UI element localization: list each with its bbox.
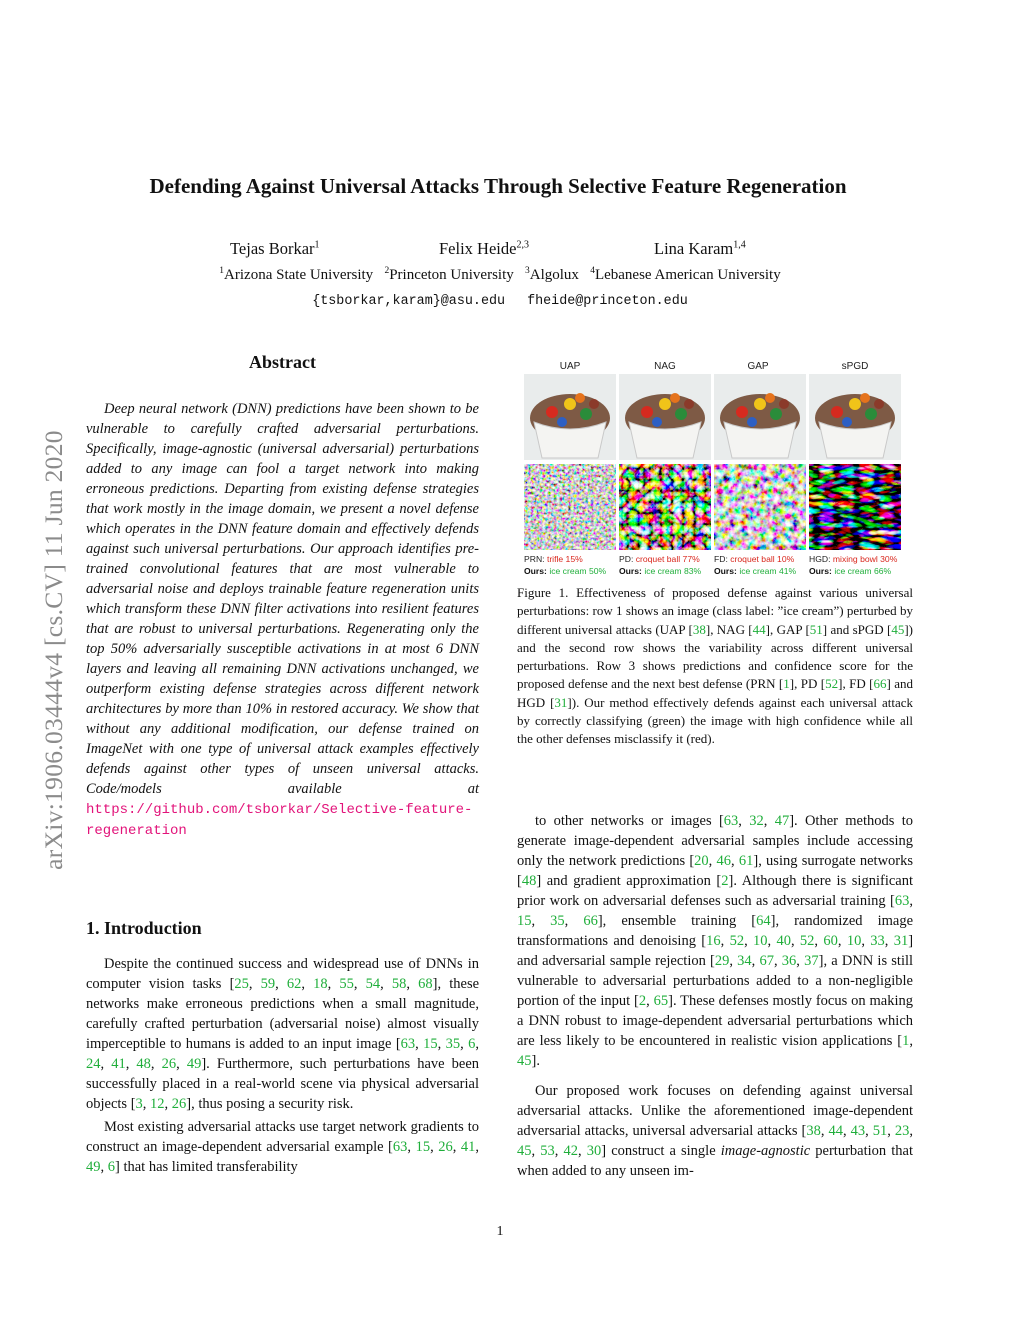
citation-link[interactable]: 31	[893, 933, 909, 949]
defense-method: PRN:	[524, 554, 545, 564]
ours-prediction	[524, 566, 607, 576]
citation-link[interactable]: 48	[136, 1056, 151, 1072]
abstract-heading: Abstract	[249, 352, 316, 372]
page-number: 1	[496, 1224, 504, 1239]
citation-link[interactable]: 53	[540, 1143, 555, 1159]
emails	[100, 292, 900, 309]
citation-link[interactable]: 44	[752, 621, 766, 637]
affil-mark: 1	[219, 266, 225, 276]
affil-name: Lebanese American University	[594, 267, 781, 283]
column-header-gap: GAP	[747, 361, 769, 372]
citation-link[interactable]: 35	[550, 913, 565, 929]
figure-1-graphic	[517, 358, 913, 580]
perturbation-gap	[714, 464, 806, 550]
citation-link[interactable]: 6	[107, 1159, 115, 1175]
citation-link[interactable]: 37	[804, 953, 819, 969]
ours-prediction	[714, 566, 797, 576]
citation-link[interactable]: 26	[171, 1096, 187, 1112]
citation-link[interactable]: 63	[894, 893, 910, 909]
citation-link[interactable]: 48	[521, 873, 537, 889]
defense-label: mixing bowl 30%	[832, 554, 898, 564]
citation-link[interactable]: 58	[391, 976, 407, 992]
citation-link[interactable]: 38	[692, 621, 706, 637]
citation-link[interactable]: 15	[517, 913, 532, 929]
citation-link[interactable]: 52	[729, 933, 745, 949]
citation-link[interactable]: 63	[723, 813, 739, 829]
citation-link[interactable]: 3	[135, 1096, 143, 1112]
citation-link[interactable]: 12	[150, 1096, 165, 1112]
affil-name: Arizona State University	[224, 267, 374, 283]
right-column-body	[517, 811, 913, 1181]
perturbed-image-gap	[714, 374, 806, 460]
citation-link[interactable]: 10	[753, 933, 768, 949]
citation-link[interactable]: 59	[260, 976, 276, 992]
defense-label: croquet ball 77%	[635, 554, 700, 564]
email-princeton[interactable]: fheide@princeton.edu	[527, 294, 688, 309]
intro-body	[86, 954, 479, 1177]
citation-link[interactable]: 66	[583, 913, 598, 929]
citation-link[interactable]: 34	[737, 953, 752, 969]
ours-label: ice cream 83%	[644, 566, 702, 576]
code-link[interactable]: https://github.com/tsborkar/Selective-feature-regeneration	[86, 802, 473, 839]
author-name: Tejas Borkar	[230, 239, 315, 258]
affiliations	[100, 266, 900, 284]
citation-link[interactable]: 54	[365, 976, 381, 992]
citation-link[interactable]: 49	[86, 1159, 101, 1175]
citation-link[interactable]: 26	[438, 1139, 453, 1155]
intro-paragraph-2: Most existing adversarial attacks use target network gradients to construct an image-dependent adversarial example [63, 15, 26, 41, 49, 6] that has limited transferability	[86, 1119, 480, 1175]
defense-method: PD:	[619, 554, 634, 564]
paper-title: Defending Against Universal Attacks Through Selective Feature Regeneration	[149, 174, 847, 198]
author-affil-mark: 1	[314, 239, 320, 251]
citation-link[interactable]: 25	[234, 976, 249, 992]
citation-link[interactable]: 2	[638, 993, 647, 1009]
affil-name: Princeton University	[389, 267, 514, 283]
citation-link[interactable]: 45	[517, 1053, 532, 1069]
perturbed-image-spgd	[809, 374, 901, 460]
defense-label: trifle 15%	[546, 554, 583, 564]
author-1	[230, 239, 320, 259]
citation-link[interactable]: 64	[756, 913, 771, 929]
ours-method: Ours:	[809, 566, 832, 576]
citation-link[interactable]: 52	[825, 676, 839, 692]
column-header-spgd: sPGD	[841, 361, 869, 372]
citation-link[interactable]: 46	[716, 853, 732, 869]
ours-prediction	[809, 566, 892, 576]
citation-link[interactable]: 15	[415, 1139, 431, 1155]
author-3	[654, 239, 746, 259]
citation-link[interactable]: 33	[870, 933, 885, 949]
abstract-body	[86, 399, 479, 841]
defense-prediction	[524, 554, 583, 564]
intro-paragraph-1: Despite the continued success and widespread use of DNNs in computer vision tasks [25, 59, 62, 18, 55, 54, 58, 68], these networks make erroneous predictions when a small magnitude, carefully crafted perturbation (adversarial noise) almost visually imperceptible to humans is added to an input image [63, 15, 35, 6, 24, 41, 48, 26, 49]. Furthermore, such perturbations have been successfully placed in a real-world scene via physical adversarial objects [3, 12, 26], thus posing a security risk.	[86, 956, 480, 1112]
citation-link[interactable]: 24	[86, 1056, 101, 1072]
citation-link[interactable]: 2	[721, 873, 729, 889]
column-header-nag: NAG	[654, 361, 676, 372]
intro-heading: 1. Introduction	[86, 918, 202, 938]
citation-link[interactable]: 41	[111, 1056, 126, 1072]
arxiv-identifier: arXiv:1906.03444v4 [cs.CV] 11 Jun 2020	[39, 430, 68, 870]
citation-link[interactable]: 49	[186, 1056, 202, 1072]
citation-link[interactable]: 62	[286, 976, 302, 992]
figure-caption: Figure 1. Effectiveness of proposed defense against various universal perturbations: row 1 shows an image (class label: ”ice cream”) perturbed by different universal attacks (UAP [38], NAG [44], GAP [51] and sPGD [45]) and the second row shows the variability across different universal perturbations. Row 3 shows predictions and confidence score for the proposed defense and the next best defense (PRN [1], PD [52], FD [66] and HGD [31]). Our method effectively defends against each universal attack by correctly classifying (green) the image with high confidence while all the other defenses misclassify it (red).	[517, 585, 913, 747]
defense-method: FD:	[714, 554, 728, 564]
citation-link[interactable]: 1	[902, 1033, 910, 1049]
abstract-section	[86, 352, 479, 841]
row-3-predictions	[524, 554, 898, 576]
citation-link[interactable]: 45	[517, 1143, 532, 1159]
author-2	[439, 239, 529, 259]
citation-link[interactable]: 10	[846, 933, 862, 949]
right-paragraph-2: Our proposed work focuses on defending against universal adversarial attacks. Unlike the aforementioned image-dependent adversarial attacks, universal adversarial attacks [38, 44, 43, 51, 23, 45, 53, 42, 30] construct a single image-agnostic perturbation that when added to any unseen im-	[517, 1083, 914, 1179]
author-affil-mark: 2,3	[516, 239, 529, 251]
defense-prediction	[714, 554, 795, 564]
citation-link[interactable]: 63	[392, 1139, 408, 1155]
citation-link[interactable]: 15	[423, 1036, 438, 1052]
ours-label: ice cream 41%	[739, 566, 797, 576]
ours-label: ice cream 66%	[834, 566, 892, 576]
citation-link[interactable]: 40	[776, 933, 791, 949]
author-name: Lina Karam	[654, 239, 734, 258]
citation-link[interactable]: 30	[586, 1143, 602, 1159]
defense-prediction	[809, 554, 898, 564]
column-headers	[560, 361, 869, 372]
author-name: Felix Heide	[439, 239, 517, 258]
citation-link[interactable]: 67	[759, 953, 774, 969]
defense-method: HGD:	[809, 554, 831, 564]
defense-prediction	[619, 554, 700, 564]
affil-mark: 2	[384, 266, 390, 276]
citation-link[interactable]: 42	[563, 1143, 578, 1159]
citation-link[interactable]: 63	[400, 1036, 416, 1052]
defense-label: croquet ball 10%	[730, 554, 795, 564]
citation-link[interactable]: 18	[313, 976, 328, 992]
affil-mark: 4	[590, 266, 595, 276]
perturbed-image-nag	[619, 374, 711, 460]
ours-method: Ours:	[524, 566, 547, 576]
affil-mark: 3	[525, 266, 530, 276]
perturbation-uap	[524, 464, 616, 550]
row-2-perturbations	[524, 464, 901, 550]
citation-link[interactable]: 35	[445, 1036, 461, 1052]
citation-link[interactable]: 29	[714, 953, 730, 969]
citation-link[interactable]: 6	[468, 1036, 476, 1052]
citation-link[interactable]: 41	[460, 1139, 476, 1155]
citation-link[interactable]: 32	[749, 813, 764, 829]
citation-link[interactable]: 26	[161, 1056, 177, 1072]
affil-name: Algolux	[529, 267, 579, 283]
row-1-perturbed-images	[524, 374, 901, 460]
citation-link[interactable]: 65	[653, 993, 669, 1009]
citation-link[interactable]: 55	[339, 976, 354, 992]
citation-link[interactable]: 16	[706, 933, 721, 949]
column-header-uap: UAP	[559, 361, 581, 372]
ours-prediction	[619, 566, 702, 576]
right-paragraph-1: to other networks or images [63, 32, 47]. Other methods to generate image-dependent adversarial samples include accessing only the network predictions [20, 46, 61], using surrogate networks [48] and gradient approximation [2]. Although there is significant prior work on adversarial defenses such as adversarial training [63, 15, 35, 66], ensemble training [64], randomized image transformations and denoising [16, 52, 10, 40, 52, 60, 10, 33, 31] and adversarial sample rejection [29, 34, 67, 36, 37], a DNN is still vulnerable to adversarial perturbations added to a non-negligible portion of the input [2, 65]. These defenses mostly focus on making a DNN robust to image-dependent adversarial perturbations which are less likely to be encountered in realistic vision applications [1, 45].	[517, 813, 914, 1069]
citation-link[interactable]: 47	[774, 813, 790, 829]
citation-link[interactable]: 1	[783, 676, 790, 692]
citation-link[interactable]: 36	[781, 953, 797, 969]
citation-link[interactable]: 68	[418, 976, 433, 992]
figure-1	[517, 358, 913, 749]
email-asu[interactable]: {tsborkar,karam}@asu.edu	[312, 294, 506, 309]
ours-label: ice cream 50%	[549, 566, 607, 576]
abstract-text: Deep neural network (DNN) predictions have been shown to be vulnerable to carefully crafted adversarial perturbations. Specifically, image-agnostic (universal adversarial) perturbations added to any image can fool a target network into making erroneous predictions. Departing from existing defense strategies that work mostly in the image domain, we present a novel defense which operates in the DNN feature domain and effectively defends against such universal perturbations. Our approach identifies pre-trained convolutional features that are most vulnerable to adversarial noise and deploys trainable feature regeneration units which transform these DNN filter activations into resilient features that are robust to universal perturbations. Regenerating only the top 50% adversarially susceptible activations in at most 6 DNN layers and leaving all remaining DNN activations unchanged, we outperform existing defense strategies across different network architectures by more than 10% in restored accuracy. We show that without any additional modification, our defense trained on ImageNet with one type of universal attack examples effectively defends against other types of unseen universal attacks. Code/models available at	[86, 401, 479, 797]
citation-link[interactable]: 44	[828, 1123, 843, 1139]
ours-method: Ours:	[619, 566, 642, 576]
perturbation-spgd	[809, 464, 901, 550]
citation-link[interactable]: 60	[823, 933, 838, 949]
citation-link[interactable]: 52	[799, 933, 815, 949]
emphasis: image-agnostic	[720, 1143, 811, 1159]
citation-link[interactable]: 61	[738, 853, 754, 869]
citation-link[interactable]: 66	[873, 676, 887, 692]
citation-link[interactable]: 23	[894, 1123, 910, 1139]
citation-link[interactable]: 51	[809, 621, 823, 637]
citation-link[interactable]: 20	[694, 853, 709, 869]
citation-link[interactable]: 51	[872, 1123, 888, 1139]
author-affil-mark: 1,4	[733, 239, 746, 251]
citation-link[interactable]: 43	[850, 1123, 866, 1139]
ours-method: Ours:	[714, 566, 737, 576]
citation-link[interactable]: 31	[554, 694, 568, 710]
citation-link[interactable]: 45	[891, 621, 905, 637]
perturbation-nag	[619, 464, 711, 550]
citation-link[interactable]: 38	[806, 1123, 821, 1139]
perturbed-image-uap	[524, 374, 616, 460]
